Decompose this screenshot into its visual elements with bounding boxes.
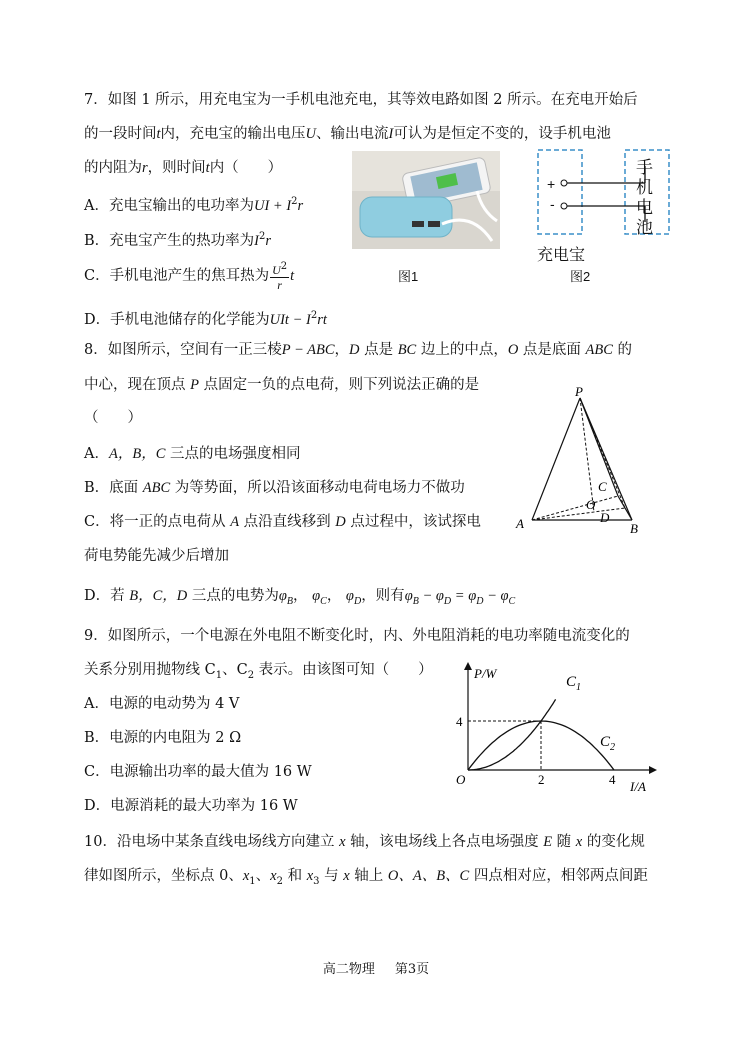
q9-line2: 关系分别用抛物线 $C_1$、$C_2$ 表示。由该图可知（ ） xyxy=(84,662,433,681)
q8-option-d: D．若 B，C，D 三点的电势为$\varphi_B$， $\varphi_C$， $\varphi_D$，则有$\varphi_B - \varphi_D = \varphi_D - \varphi_C$ xyxy=(84,588,516,607)
x-tick-2: 2 xyxy=(538,772,545,787)
charger-label: 充电宝 xyxy=(537,247,586,264)
page-footer: 高二物理 第3页 xyxy=(322,962,430,977)
pyramid-diagram xyxy=(508,384,648,548)
q8-option-b: B．底面 ABC 为等势面，所以沿该面移动电荷电场力不做功 xyxy=(84,480,465,496)
q9-option-a: A．电源的电动势为 4 V xyxy=(84,696,240,712)
plus-terminal: + xyxy=(547,176,556,192)
x-axis-label: I/A xyxy=(630,779,646,794)
curve-c2-label: $C_2$ xyxy=(600,734,616,753)
y-axis-label: P/W xyxy=(474,666,497,681)
q8-line1: 8．如图所示，空间有一正三棱P − ABC，D 点是 BC 边上的中点，O 点是底面 ABC 的 xyxy=(84,342,633,358)
fraction-u2-over-r: $\frac{U^2}{r}$ xyxy=(272,261,288,292)
q9-option-c: C．电源输出功率的最大值为 16 W xyxy=(84,764,312,780)
q7-option-b: B．充电宝产生的热功率为$I^2r$ xyxy=(84,231,272,249)
q7-line1: 7．如图 1 所示，用充电宝为一手机电池充电，其等效电路如图 2 所示。在充电开始后 xyxy=(84,92,638,108)
q8-option-c-cont: 荷电势能先减少后增加 xyxy=(84,548,229,564)
q7-option-c: C．手机电池产生的焦耳热为 $\frac{U^2}{r}$ t xyxy=(84,261,295,292)
label-C: C xyxy=(598,479,607,494)
label-B: B xyxy=(630,521,638,536)
q9-option-d: D．电源消耗的最大功率为 16 W xyxy=(84,798,298,814)
q8-line3: （ ） xyxy=(84,410,142,426)
x-tick-4: 4 xyxy=(609,772,616,787)
q7-option-a: A．充电宝输出的电功率为UI + $I^2r$ xyxy=(84,196,304,214)
curve-c1 xyxy=(468,699,556,770)
q10-line1: 10．沿电场中某条直线电场线方向建立 x 轴，该电场线上各点电场强度 E 随 x 的变化规 xyxy=(84,834,645,850)
q8-option-c: C．将一正的点电荷从 A 点沿直线移到 D 点过程中，该试探电 xyxy=(84,514,481,530)
q10-line2: 律如图所示，坐标点 0、$x_1$、$x_2$ 和 $x_3$ 与 x 轴上 O、A、B、C 四点相对应，相邻两点间距 xyxy=(84,868,648,887)
power-current-graph xyxy=(444,660,664,804)
figure-1-caption: 图1 xyxy=(398,269,419,284)
minus-terminal: - xyxy=(550,196,555,212)
origin-label: O xyxy=(456,772,466,787)
q9-option-b: B．电源的内电阻为 2 Ω xyxy=(84,730,242,746)
label-O: O xyxy=(586,497,596,512)
charger-phone-photo xyxy=(352,151,500,249)
label-A: A xyxy=(516,516,524,531)
phone-battery-label: 手 机 电 池 xyxy=(636,158,653,237)
q8-line2: 中心，现在顶点 P 点固定一负的点电荷，则下列说法正确的是 xyxy=(84,377,480,393)
label-D: D xyxy=(600,510,610,525)
figure-2-caption: 图2 xyxy=(570,269,591,284)
q7-line2: 的一段时间t内，充电宝的输出电压U、输出电流I可认为是恒定不变的，设手机电池 xyxy=(84,126,611,142)
q7-line3: 的内阻为r，则时间t内（ ） xyxy=(84,160,283,176)
curve-c1-label: $C_1$ xyxy=(566,674,582,693)
q8-option-a: A．A，B，C 三点的电场强度相同 xyxy=(84,446,301,462)
q9-line1: 9．如图所示，一个电源在外电阻不断变化时，内、外电阻消耗的电功率随电流变化的 xyxy=(84,628,630,644)
label-P: P xyxy=(575,384,583,399)
y-tick-4: 4 xyxy=(456,714,463,729)
q7-option-d: D．手机电池储存的化学能为UIt − $I^2rt$ xyxy=(84,310,327,328)
